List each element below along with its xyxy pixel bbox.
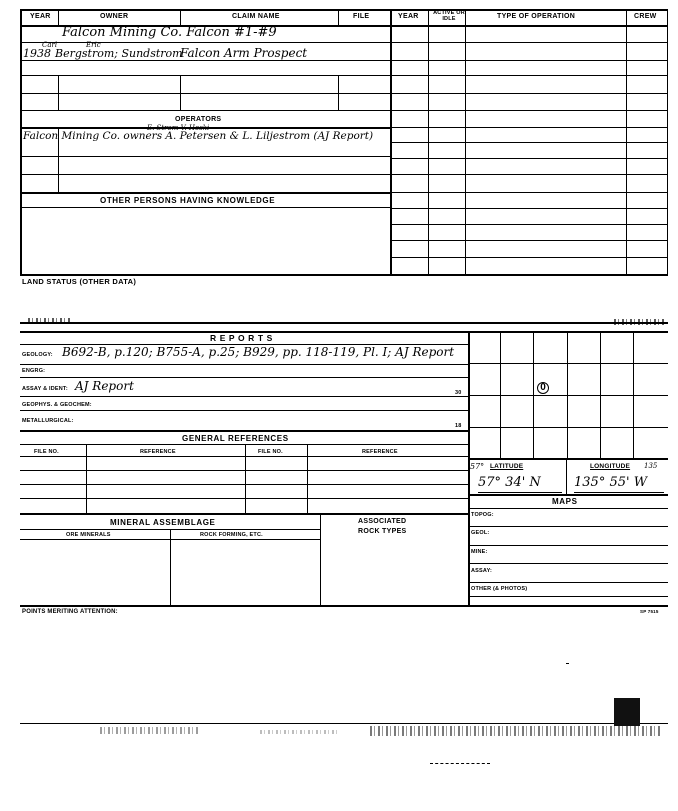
- metallurgical-label: METALLURGICAL:: [22, 418, 74, 424]
- longitude-label: LONGITUDE: [590, 463, 631, 470]
- assay-value: AJ Report: [75, 379, 134, 393]
- reports-number-30: 30: [455, 390, 462, 396]
- header-year: YEAR: [30, 13, 51, 20]
- ref-col-reference-2: REFERENCE: [362, 449, 398, 455]
- engrg-label: ENGRG:: [22, 368, 46, 374]
- form-number: SP 7515: [640, 609, 659, 614]
- latitude-prefix: 57°: [470, 462, 485, 471]
- longitude-prefix: 135: [644, 462, 658, 470]
- general-references-title: GENERAL REFERENCES: [182, 434, 289, 443]
- owner-name: Bergstrom; Sundstrom: [55, 47, 183, 60]
- latitude-label: LATITUDE: [490, 463, 524, 470]
- operators-entry: Falcon Mining Co. owners A. Petersen & L. Liljestrom (AJ Report): [23, 130, 374, 142]
- reports-number-18: 18: [455, 423, 462, 429]
- land-status-label: LAND STATUS (OTHER DATA): [22, 277, 137, 286]
- longitude-value: 135° 55' W: [574, 475, 648, 490]
- ref-col-file-no-2: FILE NO.: [258, 449, 283, 455]
- other-persons-title: OTHER PERSONS HAVING KNOWLEDGE: [100, 196, 276, 205]
- geology-value: B692-B, p.120; B755-A, p.25; B929, pp. 118-119, Pl. I; AJ Report: [62, 345, 455, 359]
- header-active-or-idle: ACTIVE OR IDLE: [433, 10, 465, 22]
- geology-label: GEOLOGY:: [22, 352, 53, 358]
- header-claim-name: CLAIM NAME: [232, 13, 280, 20]
- owner-entry-line1: Falcon Mining Co. Falcon #1-#9: [62, 25, 277, 40]
- rock-forming-label: ROCK FORMING, ETC.: [200, 532, 263, 538]
- maps-assay: ASSAY:: [471, 568, 493, 574]
- maps-title: MAPS: [552, 497, 578, 506]
- assay-label: ASSAY & IDENT:: [22, 386, 68, 392]
- header-owner: OWNER: [100, 13, 129, 20]
- maps-geol: GEOL:: [471, 530, 490, 536]
- operators-title: OPERATORS: [175, 116, 222, 123]
- header-type-of-operation: TYPE OF OPERATION: [497, 13, 576, 20]
- header-year-right: YEAR: [398, 13, 419, 20]
- rock-types-label: ROCK TYPES: [358, 528, 407, 535]
- operators-note: E. Strom V. Hoski: [147, 124, 210, 132]
- owner-claim: Falcon Arm Prospect: [180, 46, 308, 60]
- ref-col-reference-1: REFERENCE: [140, 449, 176, 455]
- ref-col-file-no-1: FILE NO.: [34, 449, 59, 455]
- associated-label: ASSOCIATED: [358, 518, 407, 525]
- grid-location-mark: 0: [537, 382, 549, 394]
- maps-topog: TOPOG:: [471, 512, 494, 518]
- header-crew: CREW: [634, 13, 657, 20]
- maps-mine: MINE:: [471, 549, 488, 555]
- mineral-assemblage-title: MINERAL ASSEMBLAGE: [110, 518, 216, 527]
- reports-title: R E P O R T S: [210, 333, 273, 343]
- owner-note: Eric: [86, 41, 101, 49]
- owner-year: 1938: [23, 47, 51, 60]
- latitude-value: 57° 34' N: [478, 475, 541, 490]
- ore-minerals-label: ORE MINERALS: [66, 532, 111, 538]
- geophys-label: GEOPHYS. & GEOCHEM:: [22, 402, 92, 408]
- owner-year-note: Carl: [42, 41, 58, 49]
- points-meriting-label: POINTS MERITING ATTENTION:: [22, 609, 118, 615]
- header-file: FILE: [353, 13, 370, 20]
- maps-other: OTHER (& PHOTOS): [471, 586, 528, 592]
